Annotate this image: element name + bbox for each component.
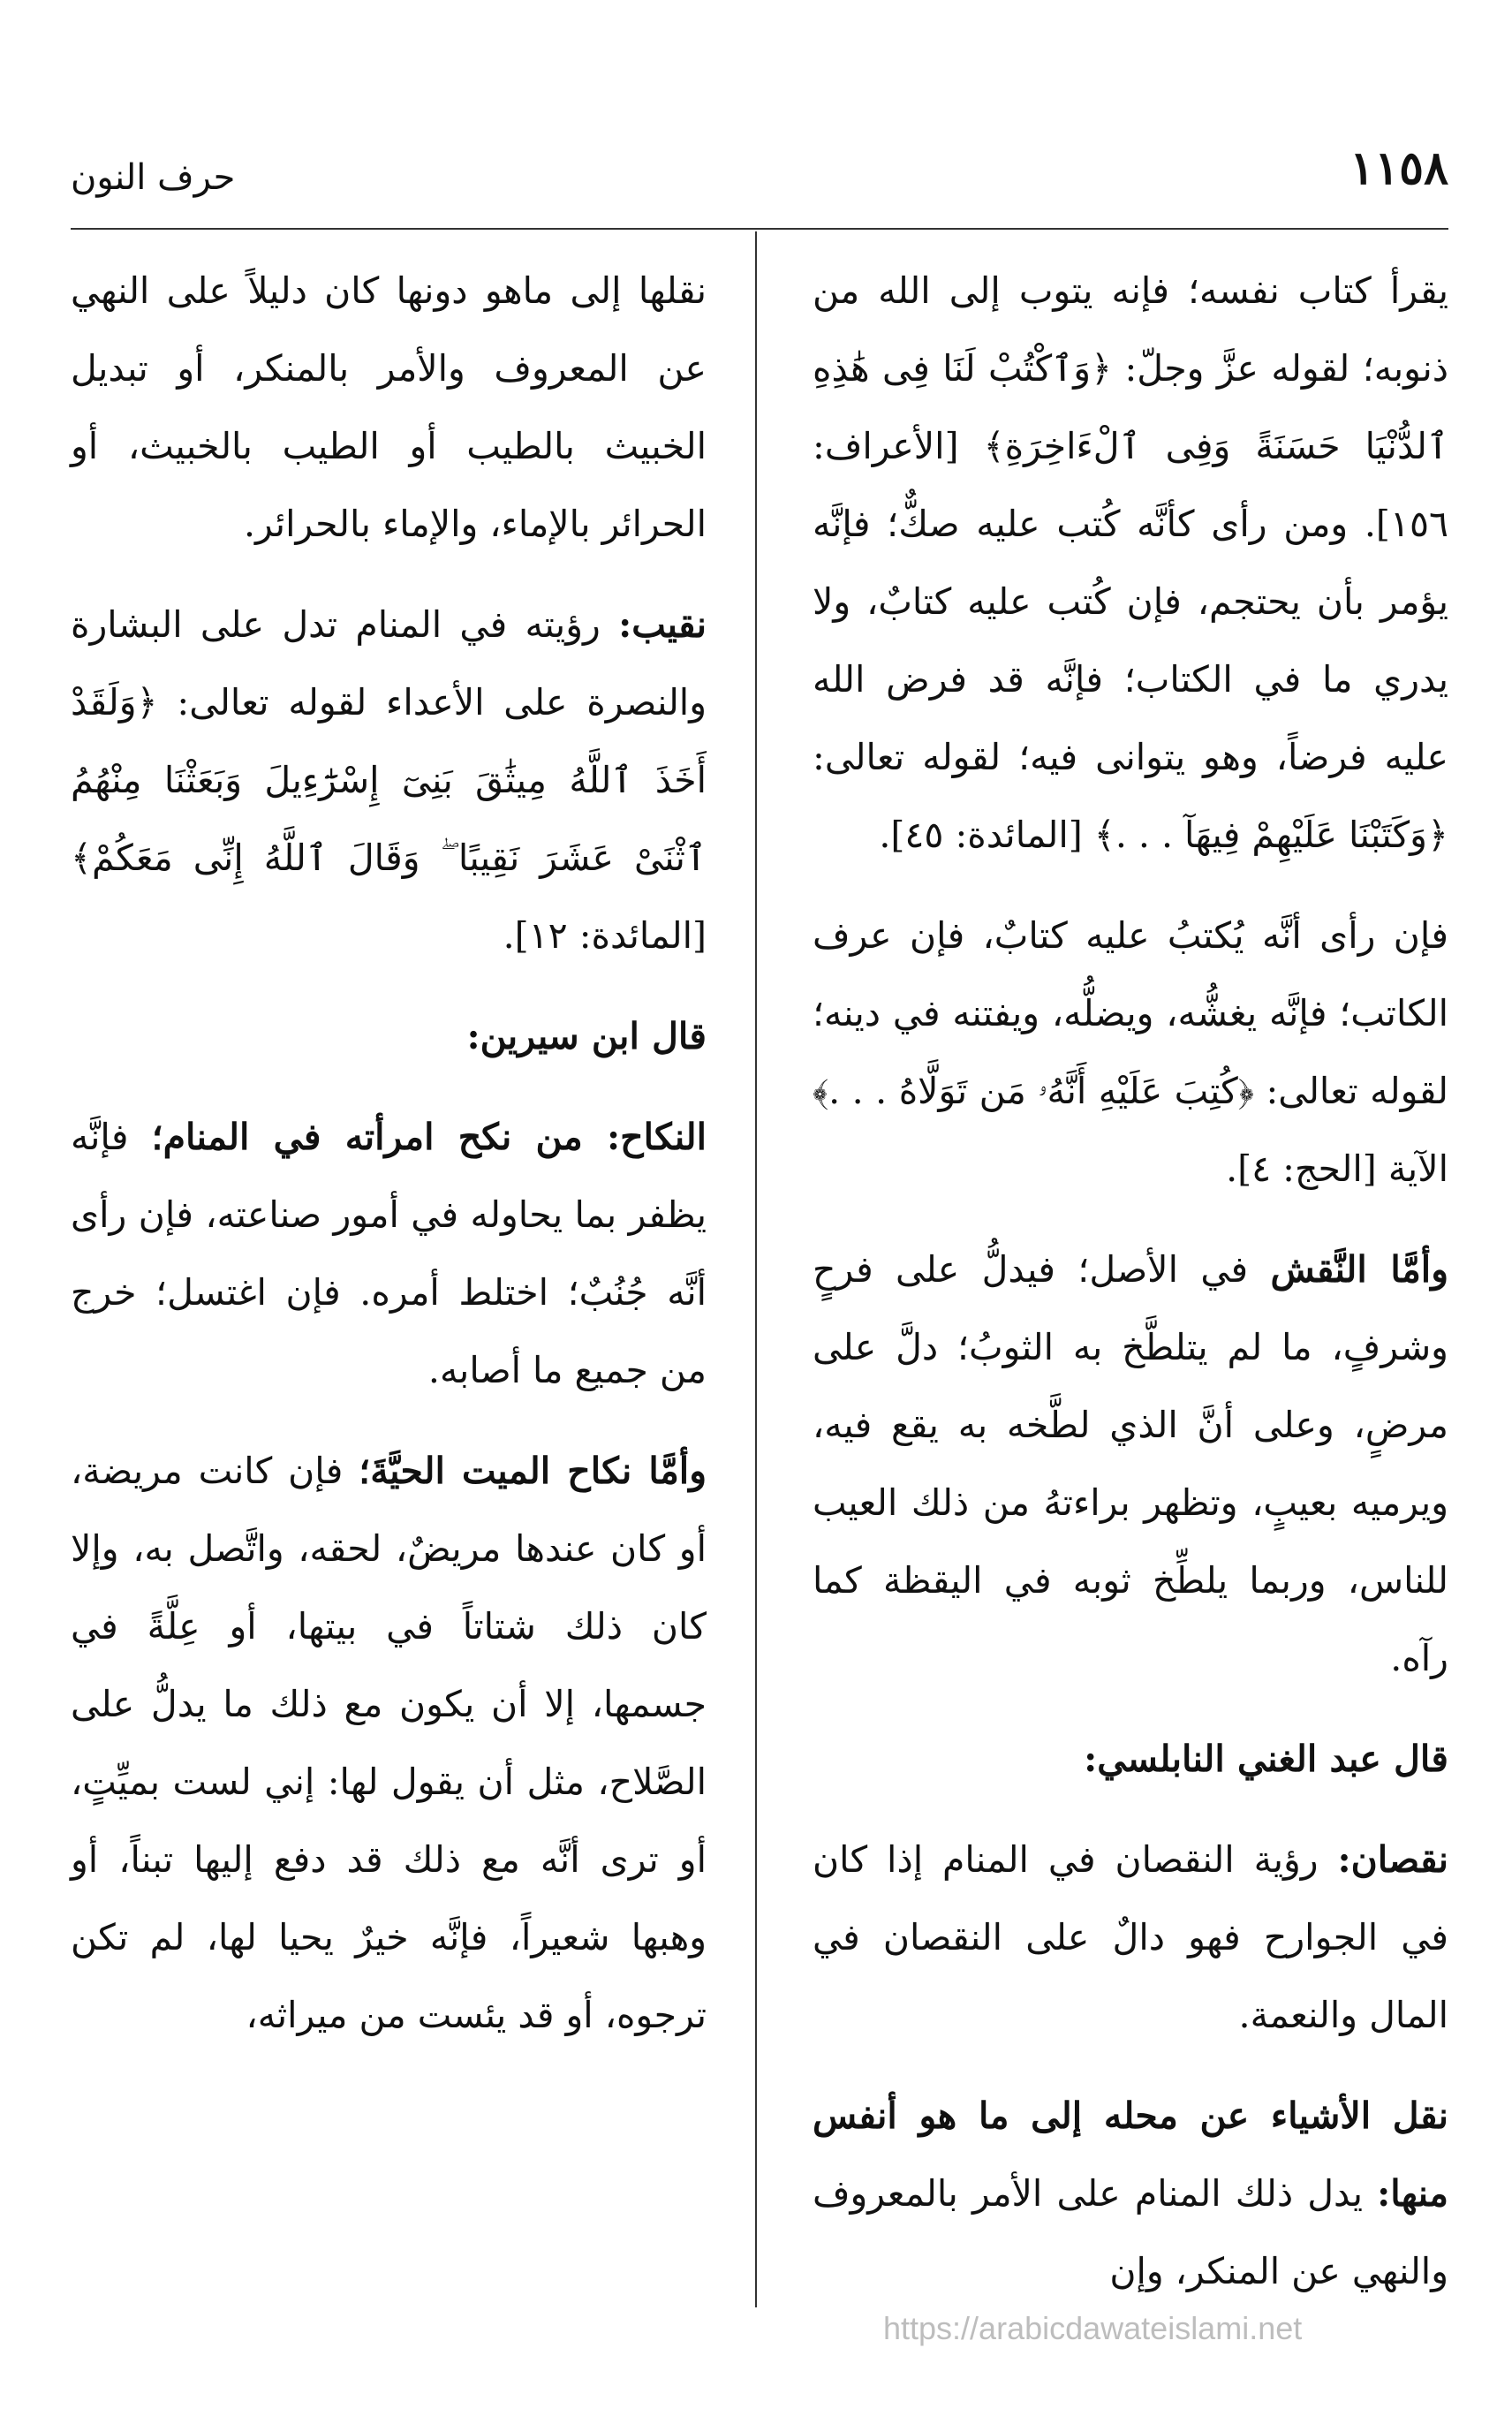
right-column [813,252,1448,2333]
paragraph [71,252,707,563]
paragraph-text: نقلها إلى ماهو دونها كان دليلاً على النهي عن المعروف والأمر بالمنكر، أو تبديل الخبيث بالطيب أو الطيب بالخبيث، أو الحرائر بالإماء، والإماء بالحرائر. [71,269,707,545]
paragraph [813,897,1448,1208]
entry-term: وأمَّا النَّقش [1270,1248,1448,1291]
section-heading: قال عبد الغني النابلسي: [1084,1738,1448,1780]
paragraph-text: فإن كانت مريضة، أو كان عندها مريضٌ، لحقه، واتَّصل به، وإلا كان ذلك شتاتاً في بيتها، أو عِلَّةً في جسمها، إلا أن يكون مع ذلك ما يدلُّ على الصَّلاح، مثل أن يقول لها: إني لست بميِّتٍ، أو ترى أنَّه مع ذلك قد دفع إليها تبناً، أو وهبها شعيراً، فإنَّه خيرٌ يحيا لها، لم تكن ترجوه، أو قد يئست من ميراثه، [71,1450,707,2036]
paragraph [71,1098,707,1409]
paragraph [813,1231,1448,1697]
paragraph [813,1821,1448,2054]
entry-term: نقل الأشياء عن محله إلى ما هو أنفس منها: [813,2094,1448,2215]
entry-term: وأمَّا نكاح الميت الحيَّةَ؛ [359,1450,707,1492]
entry-term-continuation: في المنام؛ [151,1116,321,1158]
section-title: حرف النون [71,157,236,198]
watermark-url: https://arabicdawateislami.net [883,2310,1303,2346]
entry-term: النكاح: [607,1116,707,1158]
paragraph [71,1432,707,2054]
entry-term: نقيب: [618,603,707,646]
paragraph [813,252,1448,874]
paragraph-text: يقرأ كتاب نفسه؛ فإنه يتوب إلى الله من ذنوبه؛ لقوله عزَّ وجلّ: ﴿وَٱكْتُبْ لَنَا فِى هَٰذِهِ ٱلدُّنْيَا حَسَنَةً وَفِى ٱلْءَاخِرَةِ﴾ [الأعراف: ١٥٦]. ومن رأى كأنَّه كُتب عليه صكٌّ؛ فإنَّه يؤمر بأن يحتجم، فإن كُتب عليه كتابٌ، ولا يدري ما في الكتاب؛ فإنَّه قد فرض الله عليه فرضاً، وهو يتوانى فيه؛ لقوله تعالى: ﴿وَكَتَبْنَا عَلَيْهِمْ فِيهَآ . . .﴾ [المائدة: ٤٥]. [813,269,1448,856]
paragraph-text: رؤيته في المنام تدل على البشارة والنصرة على الأعداء لقوله تعالى: ﴿وَلَقَدْ أَخَذَ ٱللَّهُ مِيثَٰقَ بَنِىٓ إِسْرَٰٓءِيلَ وَبَعَثْنَا مِنْهُمُ ٱثْنَىْ عَشَرَ نَقِيبًا ۖ وَقَالَ ٱللَّهُ إِنِّى مَعَكُمْ﴾ [المائدة: ١٢]. [71,603,707,957]
column-divider [755,231,757,2307]
left-column [71,252,707,2077]
paragraph-text: يدل ذلك المنام على الأمر بالمعروف والنهي عن المنكر، وإن [813,2172,1448,2292]
paragraph-text: في الأصل؛ فيدلُّ على فرحٍ وشرفٍ، ما لم يتلطَّخ به الثوبُ؛ دلَّ على مرضٍ، وعلى أنَّ الذي لطَّخه به يقع فيه، ويرميه بعيبٍ، وتظهر براءتهُ من ذلك العيب للناس، وربما يلطِّخ ثوبه في اليقظة كما رآه. [813,1248,1448,1679]
page-header [71,141,1448,221]
entry-term-continuation: من نكح امرأته [321,1116,607,1158]
section-heading: قال ابن سيرين: [466,1015,707,1057]
paragraph-text: فإنَّه يظفر بما يحاوله في أمور صناعته، فإن رأى أنَّه جُنُبٌ؛ اختلط أمره. فإن اغتسل؛ خرج من جميع ما أصابه. [71,1116,707,1391]
paragraph [71,586,707,974]
paragraph-text: رؤية النقصان في المنام إذا كان في الجوارح فهو دالٌ على النقصان في المال والنعمة. [813,1838,1448,2036]
paragraph-text: فإن رأى أنَّه يُكتبُ عليه كتابٌ، فإن عرف الكاتب؛ فإنَّه يغشُّه، ويضلُّه، ويفتنه في دينه؛ لقوله تعالى: ﴿كُتِبَ عَلَيْهِ أَنَّهُۥ مَن تَوَلَّاهُ . . .﴾ الآية [الحج: ٤]. [813,914,1448,1190]
page-number: ١١٥٨ [1349,141,1448,195]
paragraph [813,2077,1448,2310]
entry-term: نقصان: [1337,1838,1448,1881]
header-rule [71,228,1448,230]
